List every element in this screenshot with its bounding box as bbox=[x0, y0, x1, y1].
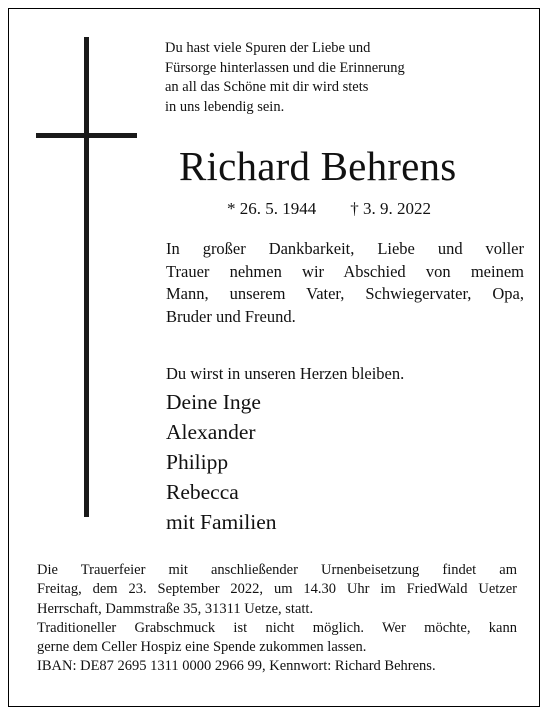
details-line: gerne dem Celler Hospiz eine Spende zukommen lassen. bbox=[37, 639, 367, 656]
mourner-name: Deine Inge bbox=[166, 390, 261, 414]
poem-line: in uns lebendig sein. bbox=[165, 98, 285, 115]
mourner-name: Philipp bbox=[166, 450, 229, 474]
cross-icon-vertical-beam bbox=[84, 37, 89, 517]
funeral-details bbox=[37, 561, 517, 677]
poem-line: Du hast viele Spuren der Liebe und bbox=[165, 40, 371, 56]
memorial-poem bbox=[165, 39, 465, 117]
farewell-line: In großer Dankbarkeit, Liebe und voller bbox=[166, 239, 524, 258]
mourners-list bbox=[166, 387, 526, 537]
poem-line: Fürsorge hinterlassen und die Erinnerung bbox=[165, 59, 405, 76]
mourner-name: Alexander bbox=[166, 420, 256, 444]
remembrance-line: Du wirst in unseren Herzen bleiben. bbox=[166, 364, 405, 383]
farewell-line: Mann, unserem Vater, Schwiegervater, Opa, bbox=[166, 284, 524, 303]
farewell-line: Trauer nehmen wir Abschied von meinem bbox=[166, 261, 524, 281]
details-line: Die Trauerfeier mit anschließender Urnenbeisetzung findet am bbox=[37, 562, 517, 578]
cross-icon-horizontal-beam bbox=[36, 133, 137, 138]
life-dates bbox=[227, 198, 527, 220]
mourner-name: Rebecca bbox=[166, 480, 239, 504]
obituary-notice bbox=[8, 8, 540, 707]
birth-date: * 26. 5. 1944 bbox=[227, 199, 317, 218]
death-date: † 3. 9. 2022 bbox=[350, 199, 431, 218]
details-line: IBAN: DE87 2695 1311 0000 2966 99, Kennwort: Richard Behrens. bbox=[37, 658, 436, 675]
details-line: Herrschaft, Dammstraße 35, 31311 Uetze, statt. bbox=[37, 600, 314, 617]
details-line: Freitag, dem 23. September 2022, um 14.30 Uhr im FriedWald Uetzer bbox=[37, 581, 517, 598]
farewell-text bbox=[166, 238, 524, 328]
poem-line: an all das Schöne mit dir wird stets bbox=[165, 79, 369, 95]
mourner-name: mit Familien bbox=[166, 510, 277, 534]
farewell-line: Bruder und Freund. bbox=[166, 306, 296, 326]
details-line: Traditioneller Grabschmuck ist nicht möglich. Wer möchte, kann bbox=[37, 619, 517, 636]
deceased-name: Richard Behrens bbox=[179, 143, 457, 189]
